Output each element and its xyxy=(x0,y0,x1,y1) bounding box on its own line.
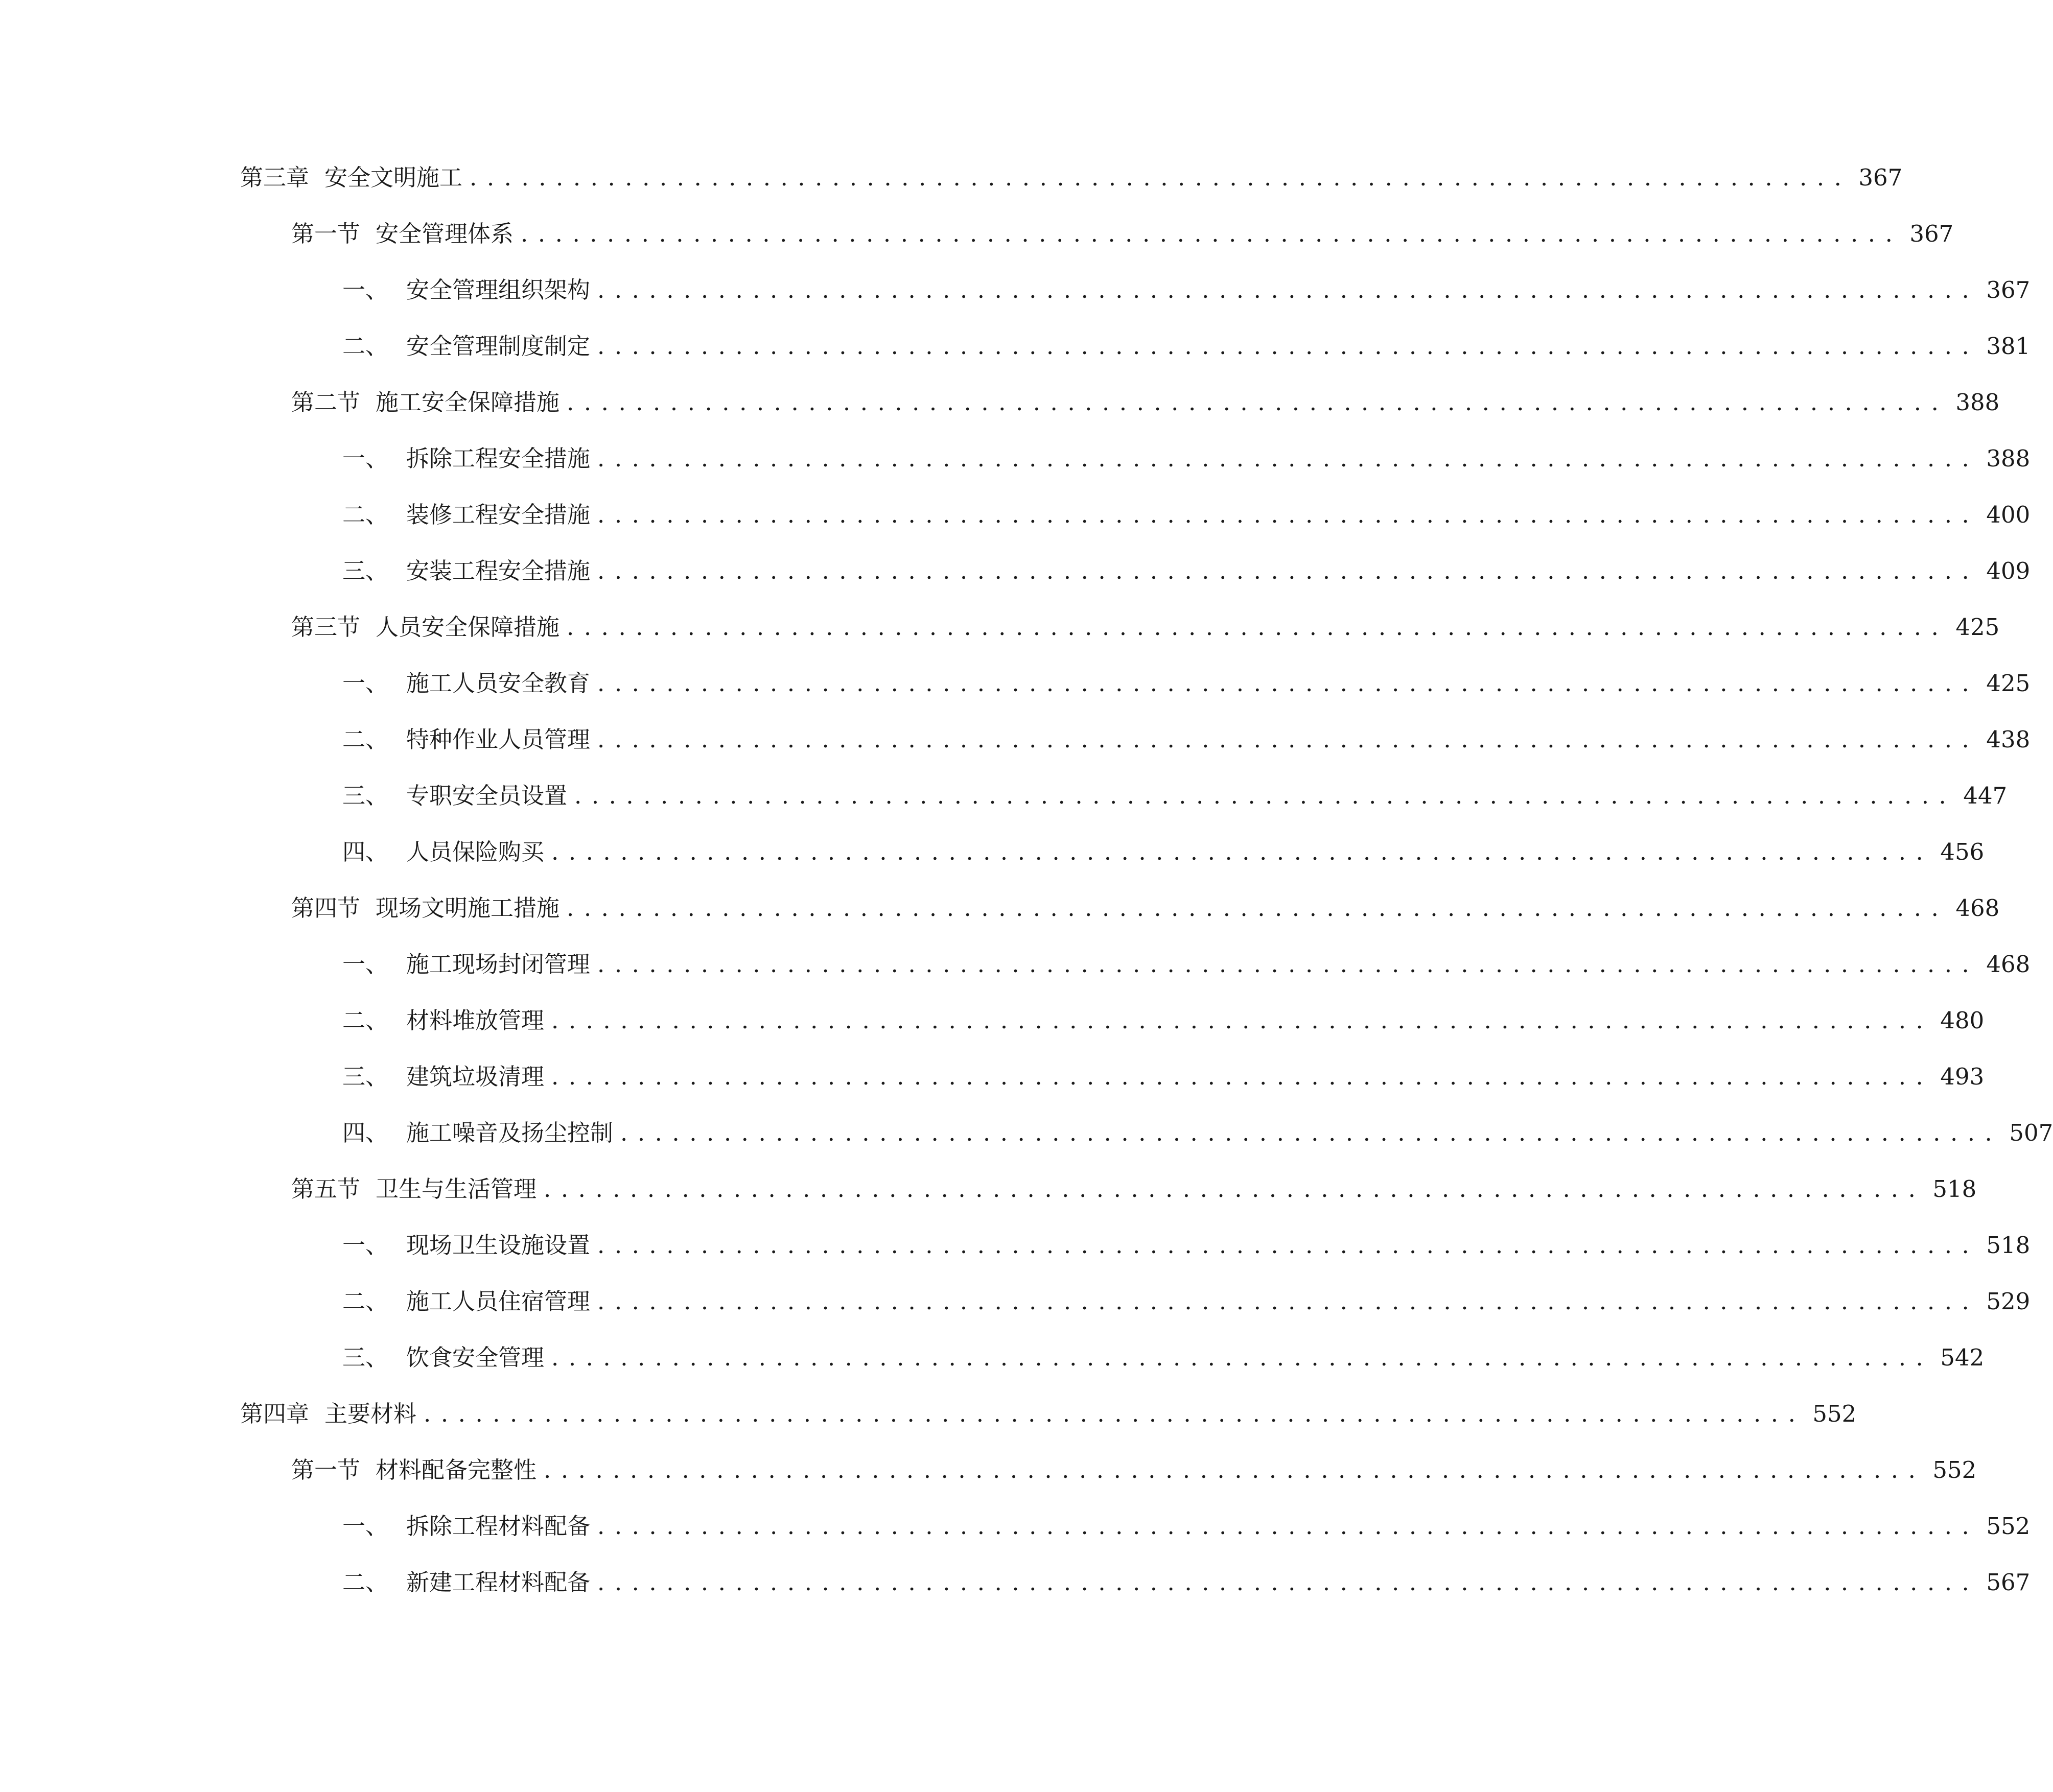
toc-entry-label xyxy=(291,607,559,648)
toc-entry-number: 三、 xyxy=(342,1344,389,1371)
toc-leader-dots: ................................................................................ xyxy=(597,1513,1979,1540)
toc-entry-label xyxy=(342,270,590,311)
toc-entry-number: 第二节 xyxy=(291,389,361,416)
toc-entry[interactable] xyxy=(342,944,2031,985)
toc-entry-number: 第三章 xyxy=(240,164,310,191)
toc-leader-dots: ................................................................................ xyxy=(551,1063,1933,1090)
toc-leader-dots: ................................................................................ xyxy=(597,1232,1979,1259)
toc-entry-label xyxy=(342,1056,544,1097)
toc-entry[interactable] xyxy=(342,1506,2031,1547)
toc-entry-page-number: 507 xyxy=(2009,1119,2053,1146)
toc-entry-label xyxy=(342,1562,590,1603)
toc-entry[interactable] xyxy=(240,157,1903,198)
toc-entry[interactable] xyxy=(342,270,2031,311)
toc-entry-page-number: 447 xyxy=(1963,782,2008,809)
toc-entry-title: 人员保险购买 xyxy=(406,838,545,865)
toc-entry[interactable] xyxy=(342,1337,1985,1378)
toc-entry-label xyxy=(342,551,590,592)
toc-entry-title: 饮食安全管理 xyxy=(406,1344,545,1371)
toc-leader-dots: ................................................................................ xyxy=(620,1119,2002,1146)
toc-entry-number: 三、 xyxy=(342,1063,389,1090)
toc-entry-title: 专职安全员设置 xyxy=(406,782,568,809)
toc-leader-dots: ................................................................................ xyxy=(567,894,1949,922)
toc-leader-dots: ................................................................................ xyxy=(597,445,1979,472)
toc-entry-label xyxy=(291,214,514,254)
toc-entry-title: 安全管理体系 xyxy=(376,220,514,247)
toc-entry-label xyxy=(291,888,559,929)
toc-entry-number: 一、 xyxy=(342,276,389,303)
toc-entry-page-number: 438 xyxy=(1986,726,2031,753)
toc-leader-dots: ................................................................................ xyxy=(597,951,1979,978)
toc-entry-title: 建筑垃圾清理 xyxy=(406,1063,545,1090)
toc-entry-title: 现场文明施工措施 xyxy=(376,894,560,922)
toc-entry-label xyxy=(342,1281,590,1322)
toc-entry-number: 第四章 xyxy=(240,1400,310,1427)
toc-entry-number: 一、 xyxy=(342,1232,389,1259)
toc-entry-title: 特种作业人员管理 xyxy=(406,726,591,753)
toc-entry-title: 拆除工程材料配备 xyxy=(406,1513,591,1540)
toc-entry-number: 二、 xyxy=(342,501,389,528)
toc-entry-title: 安装工程安全措施 xyxy=(406,557,591,584)
toc-entry-number: 三、 xyxy=(342,782,389,809)
toc-entry[interactable] xyxy=(342,663,2031,704)
toc-entry-page-number: 518 xyxy=(1932,1175,1977,1202)
toc-leader-dots: ................................................................................ xyxy=(551,1344,1933,1371)
toc-entry[interactable] xyxy=(342,719,2031,760)
toc-leader-dots: ................................................................................ xyxy=(567,614,1949,641)
toc-entry[interactable] xyxy=(342,1000,1985,1041)
toc-entry-label xyxy=(240,157,462,198)
toc-entry-number: 一、 xyxy=(342,670,389,697)
toc-entry[interactable] xyxy=(342,494,2031,535)
toc-leader-dots: ................................................................................ xyxy=(597,557,1979,584)
toc-entry-label xyxy=(342,1337,544,1378)
toc-leader-dots: ................................................................................ xyxy=(597,670,1979,697)
toc-entry-number: 第一节 xyxy=(291,1456,361,1483)
toc-entry-title: 卫生与生活管理 xyxy=(376,1175,537,1202)
toc-entry-title: 装修工程安全措施 xyxy=(406,501,591,528)
toc-leader-dots: ................................................................................ xyxy=(544,1175,1926,1202)
toc-entry-number: 二、 xyxy=(342,1288,389,1315)
toc-entry-page-number: 425 xyxy=(1955,614,2000,641)
toc-entry-page-number: 367 xyxy=(1909,220,1954,247)
toc-entry-title: 施工安全保障措施 xyxy=(376,389,560,416)
toc-entry-page-number: 468 xyxy=(1986,951,2031,978)
toc-leader-dots: ................................................................................ xyxy=(551,1007,1933,1034)
toc-entry-label xyxy=(342,775,567,816)
toc-entry-title: 材料堆放管理 xyxy=(406,1007,545,1034)
toc-entry[interactable] xyxy=(342,438,2031,479)
toc-entry-page-number: 367 xyxy=(1858,164,1903,191)
toc-entry-page-number: 381 xyxy=(1986,333,2031,360)
toc-entry-label xyxy=(291,1450,536,1491)
toc-entry-title: 人员安全保障措施 xyxy=(376,614,560,641)
toc-entry-page-number: 552 xyxy=(1812,1400,1857,1427)
toc-entry-title: 材料配备完整性 xyxy=(376,1456,537,1483)
toc-entry-label xyxy=(342,1506,590,1547)
toc-leader-dots: ................................................................................ xyxy=(470,164,1852,191)
toc-entry-title: 现场卫生设施设置 xyxy=(406,1232,591,1259)
toc-entry[interactable] xyxy=(291,1450,1977,1491)
toc-entry[interactable] xyxy=(291,607,2000,648)
toc-entry-number: 二、 xyxy=(342,1007,389,1034)
toc-entry-title: 拆除工程安全措施 xyxy=(406,445,591,472)
toc-entry-number: 四、 xyxy=(342,838,389,865)
toc-leader-dots: ................................................................................ xyxy=(424,1400,1806,1427)
toc-entry-title: 安全文明施工 xyxy=(324,164,463,191)
toc-leader-dots: ................................................................................ xyxy=(567,389,1949,416)
toc-entry-title: 施工人员安全教育 xyxy=(406,670,591,697)
toc-entry-number: 二、 xyxy=(342,1569,389,1596)
toc-entry-page-number: 552 xyxy=(1986,1513,2031,1540)
toc-entry-page-number: 468 xyxy=(1955,894,2000,922)
toc-entry-number: 一、 xyxy=(342,951,389,978)
toc-entry-page-number: 518 xyxy=(1986,1232,2031,1259)
toc-entry-label xyxy=(342,1113,613,1153)
toc-entry-page-number: 529 xyxy=(1986,1288,2031,1315)
toc-entry-title: 施工现场封闭管理 xyxy=(406,951,591,978)
toc-entry-page-number: 388 xyxy=(1955,389,2000,416)
toc-entry-label xyxy=(342,438,590,479)
toc-entry-label xyxy=(342,719,590,760)
toc-leader-dots: ................................................................................ xyxy=(551,838,1933,865)
toc-entry-number: 三、 xyxy=(342,557,389,584)
toc-entry-page-number: 367 xyxy=(1986,276,2031,303)
toc-entry-number: 二、 xyxy=(342,333,389,360)
toc-entry-page-number: 456 xyxy=(1940,838,1985,865)
toc-entry[interactable] xyxy=(342,551,2031,592)
toc-entry-number: 第一节 xyxy=(291,220,361,247)
toc-entry-title: 安全管理制度制定 xyxy=(406,333,591,360)
toc-entry-label xyxy=(291,1169,536,1210)
toc-entry-title: 安全管理组织架构 xyxy=(406,276,591,303)
toc-entry-page-number: 567 xyxy=(1986,1569,2031,1596)
toc-entry-number: 一、 xyxy=(342,445,389,472)
toc-leader-dots: ................................................................................ xyxy=(597,276,1979,303)
toc-entry-label xyxy=(291,382,559,423)
toc-entry[interactable] xyxy=(342,326,2031,367)
toc-leader-dots: ................................................................................ xyxy=(544,1456,1926,1483)
toc-entry-label xyxy=(240,1394,416,1434)
toc-entry[interactable] xyxy=(291,1169,1977,1210)
toc-entry-page-number: 493 xyxy=(1940,1063,1985,1090)
toc-entry[interactable] xyxy=(342,1562,2031,1603)
toc-entry[interactable] xyxy=(240,1394,1857,1434)
toc-entry-number: 第四节 xyxy=(291,894,361,922)
toc-leader-dots: ................................................................................ xyxy=(597,333,1979,360)
toc-entry-page-number: 542 xyxy=(1940,1344,1985,1371)
toc-entry-number: 一、 xyxy=(342,1513,389,1540)
toc-leader-dots: ................................................................................ xyxy=(597,1569,1979,1596)
toc-entry[interactable] xyxy=(342,1281,2031,1322)
toc-entry-label xyxy=(342,1225,590,1266)
toc-entry-page-number: 388 xyxy=(1986,445,2031,472)
toc-entry[interactable] xyxy=(291,888,2000,929)
toc-leader-dots: ................................................................................ xyxy=(597,501,1979,528)
toc-entry-page-number: 480 xyxy=(1940,1007,1985,1034)
toc-entry[interactable] xyxy=(342,1056,1985,1097)
toc-leader-dots: ................................................................................ xyxy=(597,726,1979,753)
toc-leader-dots: ................................................................................ xyxy=(521,220,1903,247)
toc-entry-label xyxy=(342,326,590,367)
toc-entry-page-number: 409 xyxy=(1986,557,2031,584)
toc-entry[interactable] xyxy=(291,214,1954,254)
toc-entry-number: 四、 xyxy=(342,1119,389,1146)
toc-entry-label xyxy=(342,944,590,985)
toc-entry[interactable] xyxy=(342,1225,2031,1266)
toc-entry-number: 第五节 xyxy=(291,1175,361,1202)
toc-entry-label xyxy=(342,1000,544,1041)
toc-entry-title: 施工人员住宿管理 xyxy=(406,1288,591,1315)
toc-entry-page-number: 425 xyxy=(1986,670,2031,697)
toc-entry-title: 施工噪音及扬尘控制 xyxy=(406,1119,614,1146)
toc-entry-page-number: 400 xyxy=(1986,501,2031,528)
toc-entry-label xyxy=(342,663,590,704)
toc-entry-label xyxy=(342,494,590,535)
toc-entry[interactable] xyxy=(342,1113,2053,1153)
toc-entry-title: 主要材料 xyxy=(324,1400,417,1427)
toc-entry[interactable] xyxy=(291,382,2000,423)
toc-entry-page-number: 552 xyxy=(1932,1456,1977,1483)
toc-entry[interactable] xyxy=(342,832,1985,873)
toc-entry-number: 第三节 xyxy=(291,614,361,641)
toc-leader-dots: ................................................................................ xyxy=(597,1288,1979,1315)
toc-entry-number: 二、 xyxy=(342,726,389,753)
toc-entry-label xyxy=(342,832,544,873)
toc-entry-title: 新建工程材料配备 xyxy=(406,1569,591,1596)
toc-entry[interactable] xyxy=(342,775,2008,816)
toc-leader-dots: ................................................................................ xyxy=(574,782,1956,809)
